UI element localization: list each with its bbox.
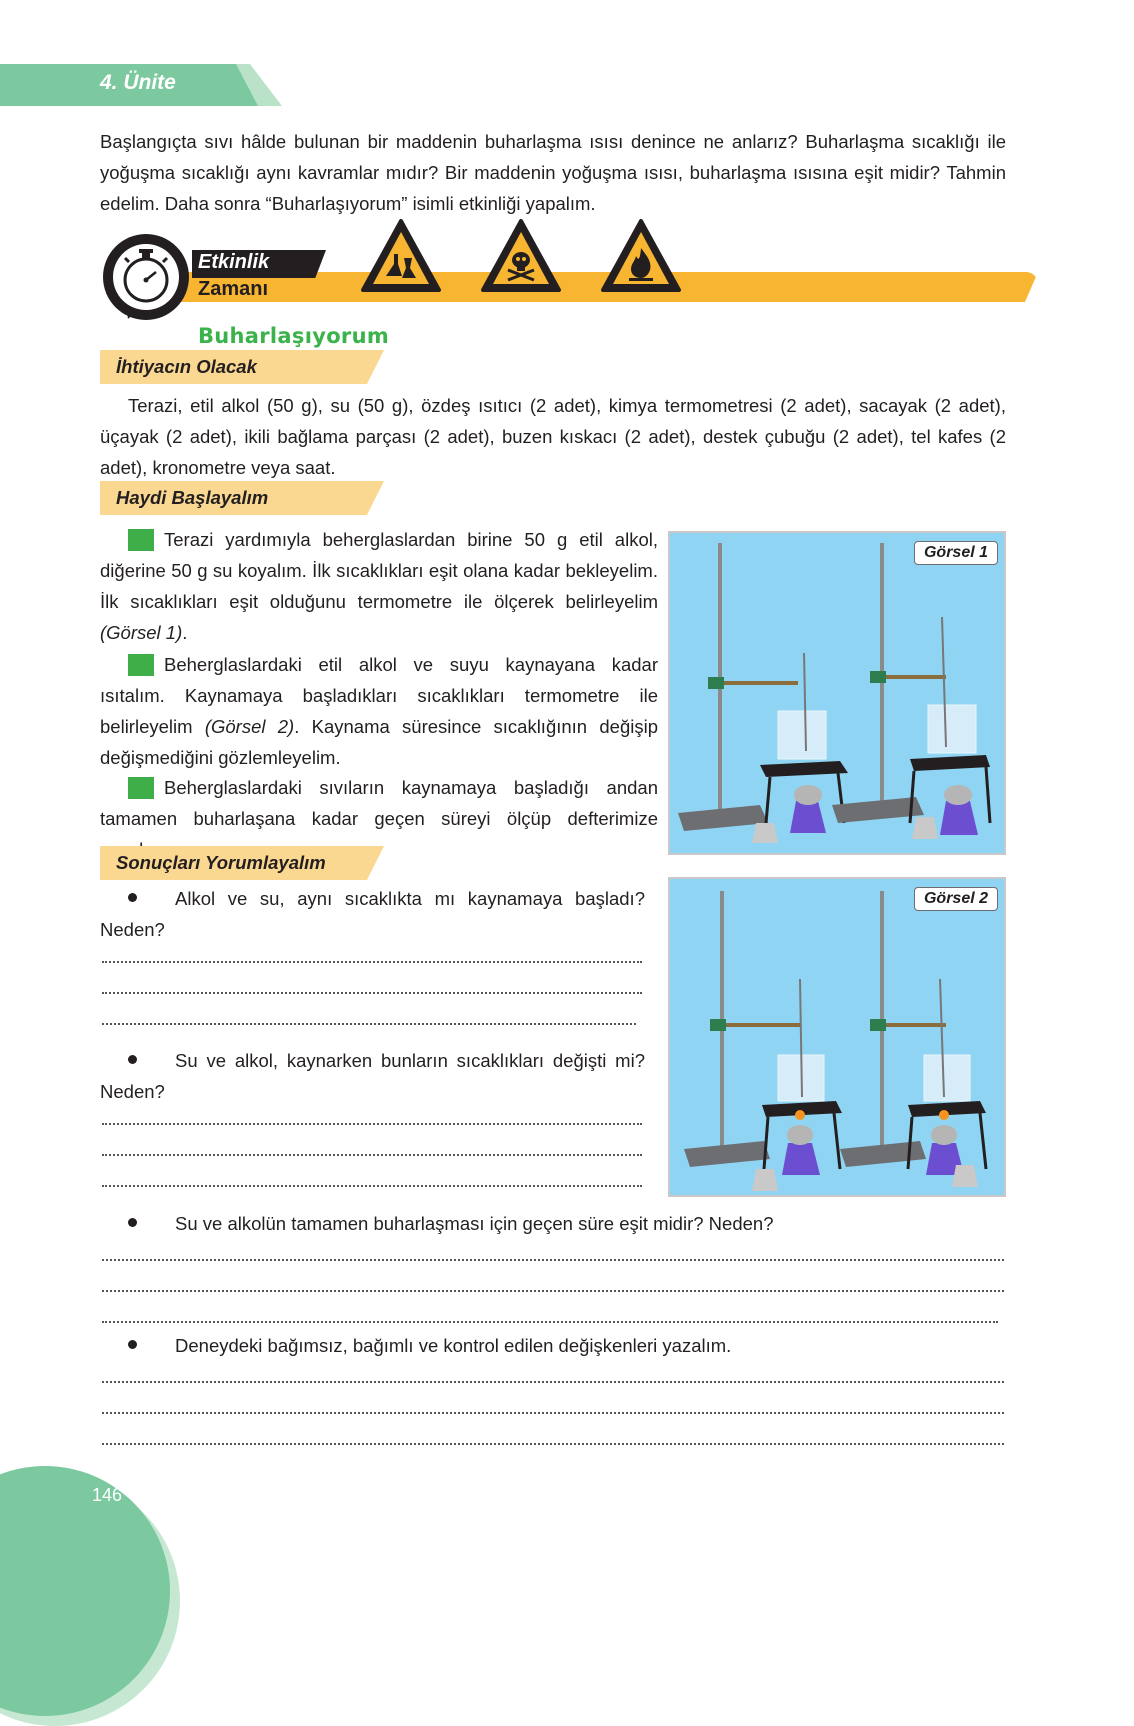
answer-line bbox=[102, 1184, 642, 1187]
question-2-text: Su ve alkol, kaynarken bunların sıcaklıkları değişti mi? Neden? bbox=[100, 1050, 645, 1102]
bullet-icon bbox=[128, 1340, 137, 1349]
answer-line bbox=[102, 991, 642, 994]
step-2 bbox=[100, 649, 658, 773]
figure-2 bbox=[668, 877, 1006, 1197]
step-2-ref: (Görsel 2) bbox=[204, 716, 295, 737]
step-2-number: 2 bbox=[128, 654, 154, 676]
step-3-number: 3 bbox=[128, 777, 154, 799]
step-1-tail: . bbox=[182, 622, 188, 643]
step-2-tail: . Kaynama süresince sıcaklığının değişip değişmediğini gözlemleyelim. bbox=[100, 716, 658, 768]
step-3-text: Beherglaslardaki sıvıların kaynamaya başladığı andan tamamen buharlaşana kadar geçen süreyi ölçüp defterimize bbox=[100, 777, 658, 829]
toxic-skull-icon bbox=[480, 218, 562, 294]
answer-line bbox=[102, 1320, 998, 1323]
answer-line bbox=[102, 1122, 642, 1125]
step-2-text: Beherglaslardaki etil alkol ve suyu kaynayana kadar ısıtalım. Kaynamaya başladıkları sıcaklıkları termometre ile belirleyelim bbox=[100, 654, 658, 737]
start-heading: Haydi Başlayalım bbox=[116, 487, 269, 508]
question-4 bbox=[100, 1330, 1006, 1361]
flammable-icon bbox=[600, 218, 682, 294]
needs-paragraph: Terazi, etil alkol (50 g), su (50 g), özdeş ısıtıcı (2 adet), kimya termometresi (2 adet), sacayak (2 adet), üçayak (2 adet), ikili bağlama parçası (2 adet), buzen kıskacı (2 adet), destek çubuğu (2 adet), tel kafes (2 adet), kronometre veya saat. bbox=[100, 395, 1006, 478]
answer-line bbox=[102, 1411, 1004, 1414]
figure-2-illustration bbox=[670, 879, 1004, 1195]
question-3 bbox=[100, 1208, 1006, 1239]
figure-1-label: Görsel 1 bbox=[914, 541, 998, 565]
results-heading: Sonuçları Yorumlayalım bbox=[116, 852, 326, 873]
needs-heading: İhtiyacın Olacak bbox=[116, 356, 257, 377]
page-number: 146 bbox=[92, 1485, 123, 1505]
intro-paragraph: Başlangıçta sıvı hâlde bulunan bir maddenin buharlaşma ısısı denince ne anlarız? Buharlaşma sıcaklığı ile yoğuşma sıcaklığı aynı kavramlar mıdır? Bir maddenin yoğuşma ısısı, buharlaşma ısısına eşit midir? Tahmin edelim. Daha sonra “Buharlaşıyorum” isimli etkinliği yapalım. bbox=[100, 131, 1006, 214]
question-1 bbox=[100, 883, 645, 945]
step-1-text: Terazi yardımıyla beherglaslardan birine 50 g etil alkol, diğerine 50 g su koyalım. İlk sıcaklıkları eşit olana kadar bekleyelim. İlk sıcaklıkları eşit olduğunu termometre ile ölçerek belirleyelim bbox=[100, 529, 658, 612]
bullet-icon bbox=[128, 1055, 137, 1064]
answer-line bbox=[102, 1380, 1004, 1383]
figure-1-illustration bbox=[670, 533, 1004, 853]
figure-1 bbox=[668, 531, 1006, 855]
answer-line bbox=[102, 1153, 642, 1156]
step-1-number: 1 bbox=[128, 529, 154, 551]
answer-line bbox=[102, 1258, 1004, 1261]
answer-line bbox=[102, 960, 642, 963]
bullet-icon bbox=[128, 893, 137, 902]
activity-label-top: Etkinlik bbox=[198, 251, 270, 273]
stopwatch-icon bbox=[103, 234, 189, 320]
step-1-ref: (Görsel 1) bbox=[100, 622, 183, 643]
answer-line bbox=[102, 1022, 636, 1025]
figure-2-label: Görsel 2 bbox=[914, 887, 998, 911]
answer-line bbox=[102, 1442, 1004, 1445]
unit-title: 4. Ünite bbox=[100, 71, 176, 94]
question-2 bbox=[100, 1045, 645, 1107]
chemical-hazard-icon bbox=[360, 218, 442, 294]
activity-title: Buharlaşıyorum bbox=[198, 324, 390, 348]
question-1-text: Alkol ve su, aynı sıcaklıkta mı kaynamaya başladı? Neden? bbox=[100, 888, 645, 940]
step-1 bbox=[100, 524, 658, 648]
answer-line bbox=[102, 1289, 1004, 1292]
bullet-icon bbox=[128, 1218, 137, 1227]
activity-label-bottom: Zamanı bbox=[198, 278, 269, 300]
question-3-text: Su ve alkolün tamamen buharlaşması için geçen süre eşit midir? Neden? bbox=[175, 1213, 774, 1234]
question-4-text: Deneydeki bağımsız, bağımlı ve kontrol edilen değişkenleri yazalım. bbox=[175, 1335, 732, 1356]
